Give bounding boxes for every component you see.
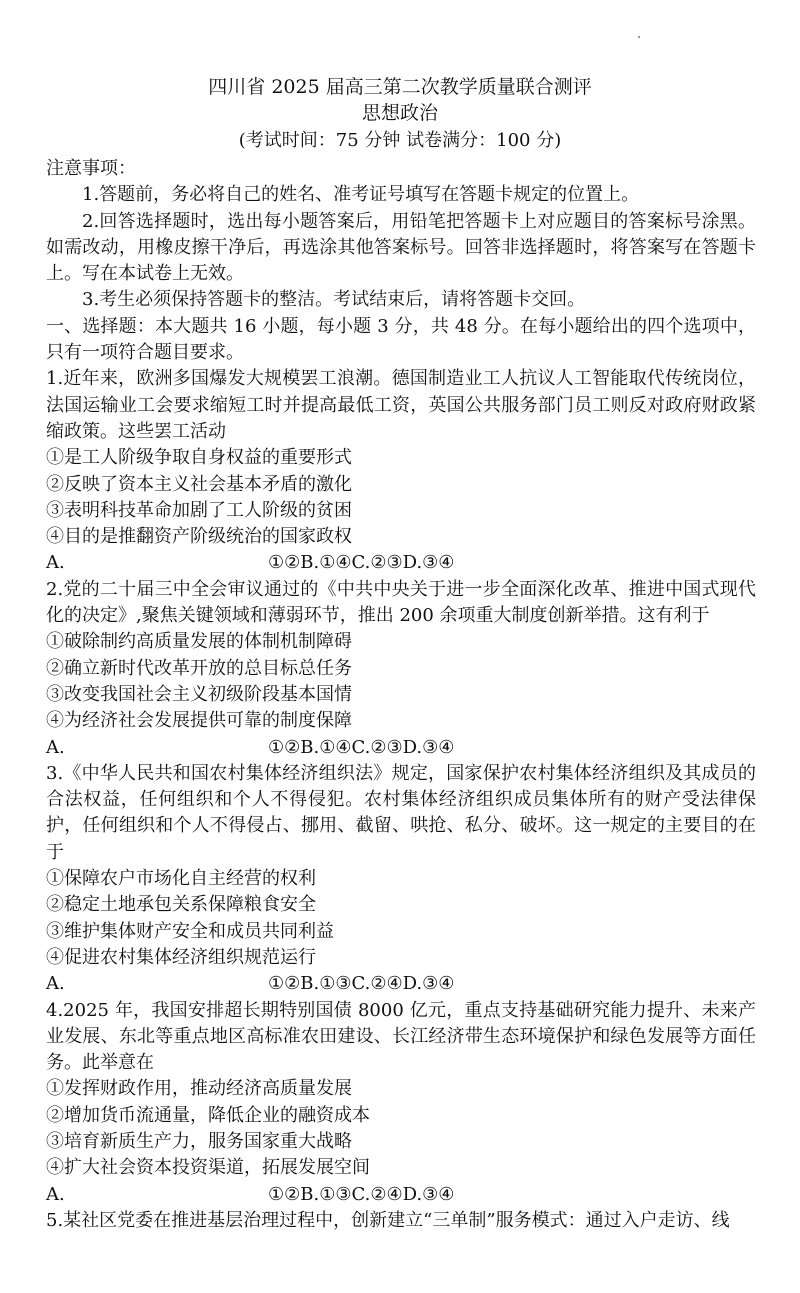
exam-body bbox=[46, 156, 756, 1234]
question-stem: 2.党的二十届三中全会审议通过的《中共中央关于进一步全面深化改革、推进中国式现代化的决定》,聚焦关键领域和薄弱环节，推出 200 余项重大制度创新举措。这有利于 bbox=[46, 578, 756, 627]
question-item: ①保障农户市场化自主经营的权利 bbox=[46, 868, 316, 890]
notice-item: 3.考生必须保持答题卡的整洁。考试结束后，请将答题卡交回。 bbox=[82, 289, 586, 311]
question-item: ③培育新质生产力，服务国家重大战略 bbox=[46, 1130, 352, 1152]
option-choices: ①②B.①④C.②③D.③④ bbox=[268, 552, 455, 574]
question-stem: 5.某社区党委在推进基层治理过程中，创新建立“三单制”服务模式：通过入户走访、线 bbox=[46, 1209, 730, 1231]
notice-item: 2.回答选择题时，选出每小题答案后，用铅笔把答题卡上对应题目的答案标号涂黑。如需改动，用橡皮擦干净后，再选涂其他答案标号。回答非选择题时，将答案写在答题卡上。写在本试卷上无效。 bbox=[46, 210, 756, 285]
question-item: ②稳定土地承包关系保障粮食安全 bbox=[46, 894, 316, 916]
question-item: ①是工人阶级争取自身权益的重要形式 bbox=[46, 447, 352, 469]
question-item: ②增加货币流通量，降低企业的融资成本 bbox=[46, 1104, 370, 1126]
scan-dot bbox=[638, 36, 640, 38]
subject-title: 思想政治 bbox=[361, 102, 438, 124]
option-choices: ①②B.①③C.②④D.③④ bbox=[268, 973, 455, 995]
question-item: ③维护集体财产安全和成员共同利益 bbox=[46, 920, 334, 942]
question-item: ③表明科技革命加剧了工人阶级的贫困 bbox=[46, 499, 352, 521]
answer-options bbox=[46, 550, 756, 576]
option-a-label: A. bbox=[46, 736, 65, 758]
question-stem: 4.2025 年，我国安排超长期特别国债 8000 亿元，重点支持基础研究能力提升、未来产业发展、东北等重点地区高标准农田建设、长江经济带生态环境保护和绿色发展等方面任务。此举意在 bbox=[46, 999, 756, 1074]
question-stem: 1.近年来，欧洲多国爆发大规模罢工浪潮。德国制造业工人抗议人工智能取代传统岗位，法国运输业工会要求缩短工时并提高最低工资，英国公共服务部门员工则反对政府财政紧缩政策。这些罢工活动 bbox=[46, 368, 756, 442]
notice-item: 1.答题前，务必将自己的姓名、准考证号填写在答题卡规定的位置上。 bbox=[82, 184, 640, 206]
option-a-label: A. bbox=[46, 973, 65, 995]
question-item: ④为经济社会发展提供可靠的制度保障 bbox=[46, 710, 352, 732]
question-item: ④促进农村集体经济组织规范运行 bbox=[46, 946, 316, 968]
question-stem: 3.《中华人民共和国农村集体经济组织法》规定，国家保护农村集体经济组织及其成员的合法权益，任何组织和个人不得侵犯。农村集体经济组织成员集体所有的财产受法律保护，任何组织和个人不得侵占、挪用、截留、哄抢、私分、破坏。这一规定的主要目的在于 bbox=[46, 762, 756, 863]
answer-options bbox=[46, 971, 756, 997]
question-item: ④扩大社会资本投资渠道，拓展发展空间 bbox=[46, 1157, 370, 1179]
question-item: ②反映了资本主义社会基本矛盾的激化 bbox=[46, 473, 352, 495]
question-item: ①破除制约高质量发展的体制机制障碍 bbox=[46, 631, 352, 653]
option-choices: ①②B.①③C.②④D.③④ bbox=[268, 1183, 455, 1205]
exam-title: 四川省 2025 届高三第二次教学质量联合测评 bbox=[208, 76, 592, 98]
question-item: ②确立新时代改革开放的总目标总任务 bbox=[46, 657, 352, 679]
question-item: ①发挥财政作用，推动经济高质量发展 bbox=[46, 1078, 352, 1100]
option-choices: ①②B.①④C.②③D.③④ bbox=[268, 736, 455, 758]
section-heading: 一、选择题：本大题共 16 小题，每小题 3 分，共 48 分。在每小题给出的四个选项中，只有一项符合题目要求。 bbox=[46, 315, 756, 364]
option-a-label: A. bbox=[46, 1183, 65, 1205]
question-item: ④目的是推翻资产阶级统治的国家政权 bbox=[46, 526, 352, 548]
answer-options bbox=[46, 1182, 756, 1208]
answer-options bbox=[46, 735, 756, 761]
question-item: ③改变我国社会主义初级阶段基本国情 bbox=[46, 683, 352, 705]
option-a-label: A. bbox=[46, 552, 65, 574]
notice-heading: 注意事项： bbox=[46, 158, 136, 179]
exam-info: (考试时间：75 分钟 试卷满分：100 分) bbox=[238, 130, 562, 151]
